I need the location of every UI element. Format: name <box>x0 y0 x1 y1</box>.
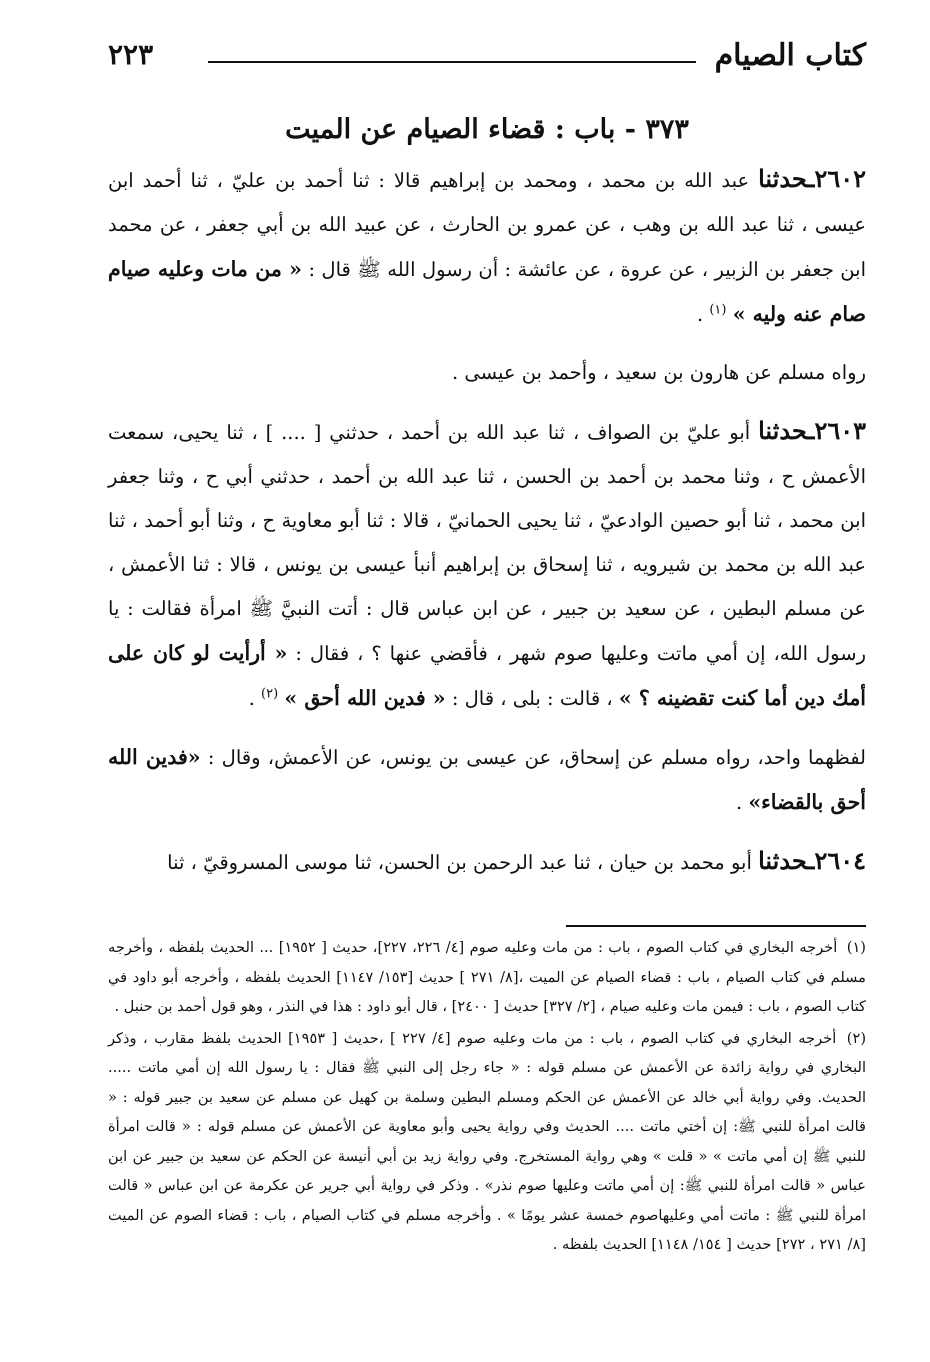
narration-note: رواه مسلم عن هارون بن سعيد ، وأحمد بن عيسى . <box>451 361 866 384</box>
hadith-end: . <box>248 687 255 710</box>
hadith-text: أبو عليّ بن الصواف ، ثنا عبد الله بن أحمد ، حدثني [ .... ] ، ثنا يحيى، سمعت الأعمش ح ، وثنا محمد بن أحمد بن الحسن ، ثنا عبد الله بن أحمد ، حدثني أبي ح ، وثنا جعفر ابن محمد ، ثنا أبو حصين الوادعيّ ، ثنا يحيى الحمانيّ ، قالا : ثنا أبو معاوية ح ، وثنا أبو أحمد ، ثنا عبد الله بن محمد بن شيرويه ، ثنا إسحاق بن إبراهيم أنبأ عيسى بن يونس ، قالا : ثنا الأعمش ، عن مسلم البطين ، عن سعيد بن جبير ، عن ابن عباس قال : أتت النبيَّ ﷺ امرأة فقالت : يا رسول الله، إن أمي ماتت وعليها صوم شهر ، فأقضي عنها ؟ ، فقال : <box>108 421 866 665</box>
hadith-quote: « من مات وعليه صيام صام عنه وليه » <box>108 257 866 326</box>
footnote-text: أخرجه البخاري في كتاب الصوم ، باب : من مات وعليه صوم [٤/ ٢٢٦، ٢٢٧]، حديث [ ١٩٥٢] ... الحديث بلفظه ، وأخرجه مسلم في كتاب الصيام ، باب : قضاء الصيام عن الميت ،[٨/ ٢٧١ ] حديث [١٥٣/ ١١٤٧] الحديث بلفظه ، وأخرجه أبو داود في كتاب الصوم ، باب : فيمن مات وعليه صيام ، [٢/ ٣٢٧] حديث [ ٢٤٠٠] ، قال أبو داود : هذا في النذر ، وهو قول أحمد بن حنبل . <box>108 939 866 1015</box>
book-title: كتاب الصيام <box>714 38 866 73</box>
hadith-label: ـحدثنا <box>758 164 815 193</box>
hadith-2604 <box>108 839 866 885</box>
note-text: لفظهما واحد، رواه مسلم عن إسحاق، عن عيسى بن يونس، عن الأعمش، وقال : <box>207 746 866 769</box>
narration-note-2 <box>108 735 866 825</box>
hadith-end: . <box>696 303 704 326</box>
hadith-quote-2: « فدين الله أحق » <box>284 686 446 710</box>
note-end: . <box>735 791 743 814</box>
footnote-ref: (١) <box>709 302 727 318</box>
page-number: ٢٢٣ <box>108 38 154 71</box>
chapter-heading: ٣٧٣ - باب : قضاء الصيام عن الميت <box>285 114 689 145</box>
hadith-label: ـحدثنا <box>758 846 815 875</box>
footnote-marker: (٢) <box>846 1029 867 1047</box>
footnote-rule <box>566 925 866 927</box>
footnote-text: أخرجه البخاري في كتاب الصوم ، باب : من مات وعليه صوم [٤/ ٢٢٧ ] ،حديث [ ١٩٥٣] الحديث بلفظ مقارب ، وذكر البخاري في رواية زائدة عن الأعمش عن مسلم قوله : « جاء رجل إلى النبي ﷺ فقال : يا رسول الله إن أمي ماتت ..... الحديث. وفي رواية أبي خالد عن الأعمش عن الحكم ومسلم البطين وسلمة بن كهيل عن مسلم عن سعيد بن جبير قوله : « قالت امرأة للنبي ﷺ: إن أختي ماتت .... الحديث وفي رواية يحيى وأبو معاوية عن الأعمش عن مسلم قوله : « قالت امرأة للنبي ﷺ إن أمي ماتت » « قلت » وهي رواية المستخرج. وفي رواية زيد بن أبي أنيسة عن الحكم عن سعيد بن جبير عن ابن عباس « قالت امرأة للنبي ﷺ: إن أمي ماتت وعليها صوم نذر» . وذكر في رواية أبي جرير عن عكرمة عن ابن عباس « قالت امرأة للنبي ﷺ : ماتت أمي وعليهاصوم خمسة عشر يومًا » . وأخرجه مسلم في كتاب الصيام ، باب : قضاء الصوم عن الميت [٨/ ٢٧١ ، ٢٧٢] حديث [ ١٥٤/ ١١٤٨] الحديث بلفظه . <box>108 1029 866 1253</box>
header-rule <box>208 61 696 63</box>
hadith-text: عبد الله بن محمد ، ومحمد بن إبراهيم قالا : ثنا أحمد بن عليّ ، ثنا أحمد ابن عيسى ، ثنا عبد الله بن وهب ، عن عمرو بن الحارث ، عن عبيد الله بن أبي جعفر ، عن محمد ابن جعفر بن الزبير ، عن عروة ، عن عائشة : أن رسول الله ﷺ قال : <box>108 169 866 281</box>
footnote-1 <box>108 933 866 1022</box>
hadith-number: ٢٦٠٤ <box>814 846 866 875</box>
hadith-number: ٢٦٠٣ <box>814 416 866 445</box>
note-quote: «فدين الله أحق بالقضاء» <box>108 745 866 814</box>
hadith-text: أبو محمد بن حيان ، ثنا عبد الرحمن بن الحسن، ثنا موسى المسروقيّ ، ثنا <box>167 851 752 874</box>
footnotes <box>108 933 866 1260</box>
hadith-2603 <box>108 409 866 721</box>
hadith-quote: « أرأيت لو كان على أمك دين أما كنت تقضينه ؟ » <box>108 641 866 710</box>
footnote-2 <box>108 1024 866 1260</box>
hadith-number: ٢٦٠٢ <box>814 164 866 193</box>
hadith-label: ـحدثنا <box>758 416 815 445</box>
hadith-2602 <box>108 157 866 337</box>
running-header <box>108 30 866 80</box>
footnote-marker: (١) <box>846 939 866 956</box>
footnote-ref: (٢) <box>261 686 279 702</box>
hadith-text-middle: ، قالت : بلى ، قال : <box>451 687 613 710</box>
